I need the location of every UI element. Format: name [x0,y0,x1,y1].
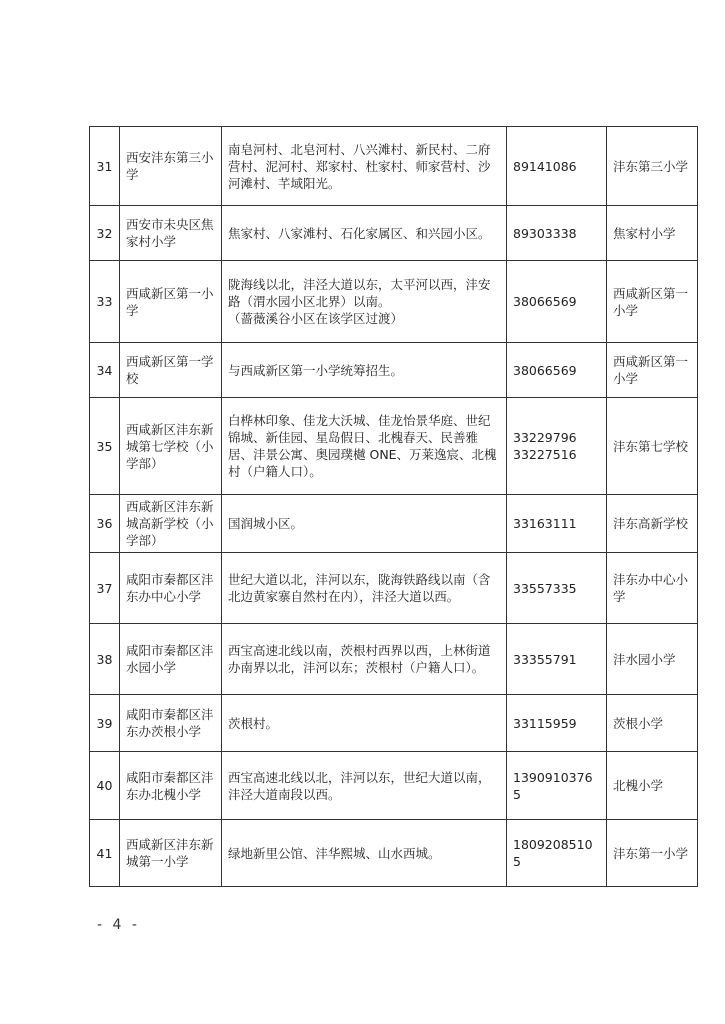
page-number: - 4 - [97,917,140,933]
district-area: 茨根村。 [222,695,507,752]
table-row [90,206,698,261]
contact-phone: 33163111 [507,495,607,553]
enrolling-school: 北槐小学 [607,752,698,820]
enrolling-school: 茨根小学 [607,695,698,752]
enrolling-school: 沣东第七学校 [607,398,698,495]
row-number: 39 [90,695,120,752]
enrolling-school: 沣东办中心小学 [607,553,698,624]
table-row [90,752,698,820]
school-name: 咸阳市秦都区沣东办茨根小学 [120,695,222,752]
contact-phone: 89303338 [507,206,607,261]
school-name: 咸阳市秦都区沣东办北槐小学 [120,752,222,820]
enrolling-school: 西咸新区第一小学 [607,343,698,398]
district-area: 西宝高速北线以北，沣河以东，世纪大道以南，沣泾大道南段以西。 [222,752,507,820]
contact-phone: 18092085105 [507,820,607,887]
row-number: 32 [90,206,120,261]
table-row [90,127,698,206]
school-name: 西咸新区沣东新城第一小学 [120,820,222,887]
school-name: 西咸新区沣东新城高新学校（小学部） [120,495,222,553]
enrolling-school: 沣东第一小学 [607,820,698,887]
row-number: 37 [90,553,120,624]
table-row [90,624,698,695]
table-row [90,261,698,343]
district-area-cell [222,261,507,343]
school-name: 西咸新区第一学校 [120,343,222,398]
district-area: 陇海线以北，沣泾大道以东，太平河以西，沣安路（渭水园小区北界）以南。 [228,277,491,309]
contact-phone: 33557335 [507,553,607,624]
contact-phone: 38066569 [507,261,607,343]
district-area: 南皂河村、北皂河村、八兴滩村、新民村、二府营村、泥河村、郑家村、杜家村、师家营村、沙河滩村、芊域阳光。 [222,127,507,206]
school-name: 咸阳市秦都区沣东办中心小学 [120,553,222,624]
district-area: 西宝高速北线以南，茨根村西界以西，上林街道办南界以北，沣河以东；茨根村（户籍人口）。 [222,624,507,695]
contact-phone: 33229796 33227516 [507,398,607,495]
school-name: 西咸新区第一小学 [120,261,222,343]
district-area-note: （蔷薇溪谷小区在该学区过渡） [228,311,404,326]
district-area: 白桦林印象、佳龙大沃城、佳龙怡景华庭、世纪锦城、新佳园、星岛假日、北槐春天、民善雅居、沣景公寓、奥园璞樾 ONE、万莱逸宸、北槐村（户籍人口）。 [222,398,507,495]
enrolling-school: 沣东高新学校 [607,495,698,553]
table-row [90,695,698,752]
school-name: 咸阳市秦都区沣水园小学 [120,624,222,695]
table-row [90,398,698,495]
contact-phone: 89141086 [507,127,607,206]
table-row [90,553,698,624]
table-row [90,343,698,398]
enrolling-school: 西咸新区第一小学 [607,261,698,343]
row-number: 38 [90,624,120,695]
enrolling-school: 沣水园小学 [607,624,698,695]
row-number: 34 [90,343,120,398]
district-area: 世纪大道以北，沣河以东，陇海铁路线以南（含北边黄家寨自然村在内），沣泾大道以西。 [222,553,507,624]
row-number: 35 [90,398,120,495]
school-name: 西咸新区沣东新城第七学校（小学部） [120,398,222,495]
contact-phone: 33355791 [507,624,607,695]
school-district-table [89,126,698,887]
contact-phone: 38066569 [507,343,607,398]
row-number: 36 [90,495,120,553]
row-number: 40 [90,752,120,820]
row-number: 41 [90,820,120,887]
table-row [90,820,698,887]
contact-phone: 33115959 [507,695,607,752]
school-name: 西安市未央区焦家村小学 [120,206,222,261]
district-area: 与西咸新区第一小学统筹招生。 [222,343,507,398]
row-number: 33 [90,261,120,343]
row-number: 31 [90,127,120,206]
district-area: 绿地新里公馆、沣华熙城、山水西城。 [222,820,507,887]
table-row [90,495,698,553]
contact-phone: 13909103765 [507,752,607,820]
enrolling-school: 焦家村小学 [607,206,698,261]
district-area: 焦家村、八家滩村、石化家属区、和兴园小区。 [222,206,507,261]
district-area: 国润城小区。 [222,495,507,553]
school-name: 西安沣东第三小学 [120,127,222,206]
enrolling-school: 沣东第三小学 [607,127,698,206]
